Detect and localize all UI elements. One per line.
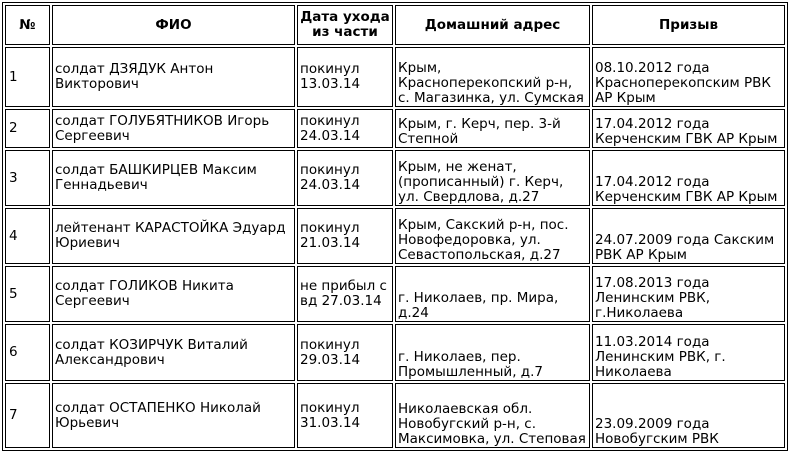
- cell-fio: солдат КОЗИРЧУК Виталий Александрович: [52, 324, 295, 381]
- cell-date: не прибыл с вд 27.03.14: [297, 266, 393, 322]
- table-row: [5, 109, 785, 148]
- header-draft: Призыв: [592, 5, 785, 45]
- cell-address: Николаевская обл. Новобугский р-н, с. Максимовка, ул. Степовая: [395, 383, 590, 448]
- cell-address: Крым, г. Керч, пер. 3-й Степной: [395, 109, 590, 148]
- cell-draft: 08.10.2012 года Красноперекопским РВК АР Крым: [592, 47, 785, 107]
- cell-num: 7: [5, 383, 50, 448]
- cell-draft: 17.04.2012 года Керченским ГВК АР Крым: [592, 150, 785, 206]
- header-num: №: [5, 5, 50, 45]
- cell-address: Крым, Красноперекопский р-н, с. Магазинка, ул. Сумская: [395, 47, 590, 107]
- cell-date: покинул 24.03.14: [297, 150, 393, 206]
- cell-address: Крым, не женат, (прописанный) г. Керч, ул. Свердлова, д.27: [395, 150, 590, 206]
- cell-address: Крым, Сакский р-н, пос. Новофедоровка, ул. Севастопольская, д.27: [395, 208, 590, 264]
- cell-draft: 23.09.2009 года Новобугским РВК: [592, 383, 785, 448]
- cell-draft: 24.07.2009 года Сакским РВК АР Крым: [592, 208, 785, 264]
- table-row: [5, 150, 785, 206]
- cell-fio: лейтенант КАРАСТОЙКА Эдуард Юриевич: [52, 208, 295, 264]
- header-fio: ФИО: [52, 5, 295, 45]
- cell-date: покинул 21.03.14: [297, 208, 393, 264]
- table-row: [5, 208, 785, 264]
- cell-num: 3: [5, 150, 50, 206]
- table-header-row: [5, 5, 785, 45]
- cell-date: покинул 13.03.14: [297, 47, 393, 107]
- cell-draft: 17.08.2013 года Ленинским РВК, г.Николаева: [592, 266, 785, 322]
- cell-fio: солдат БАШКИРЦЕВ Максим Геннадьевич: [52, 150, 295, 206]
- cell-num: 1: [5, 47, 50, 107]
- table-row: [5, 383, 785, 448]
- cell-fio: солдат ГОЛУБЯТНИКОВ Игорь Сергеевич: [52, 109, 295, 148]
- cell-date: покинул 29.03.14: [297, 324, 393, 381]
- cell-address: г. Николаев, пр. Мира, д.24: [395, 266, 590, 322]
- cell-num: 4: [5, 208, 50, 264]
- table-row: [5, 266, 785, 322]
- cell-draft: 11.03.2014 года Ленинским РВК, г. Николаева: [592, 324, 785, 381]
- cell-num: 6: [5, 324, 50, 381]
- cell-date: покинул 24.03.14: [297, 109, 393, 148]
- cell-fio: солдат ОСТАПЕНКО Николай Юрьевич: [52, 383, 295, 448]
- cell-num: 2: [5, 109, 50, 148]
- header-address: Домашний адрес: [395, 5, 590, 45]
- cell-date: покинул 31.03.14: [297, 383, 393, 448]
- header-date: Дата ухода из части: [297, 5, 393, 45]
- cell-draft: 17.04.2012 года Керченским ГВК АР Крым: [592, 109, 785, 148]
- cell-num: 5: [5, 266, 50, 322]
- personnel-table: [2, 2, 788, 451]
- cell-fio: солдат ДЗЯДУК Антон Викторович: [52, 47, 295, 107]
- cell-fio: солдат ГОЛИКОВ Никита Сергеевич: [52, 266, 295, 322]
- cell-address: г. Николаев, пер. Промышленный, д.7: [395, 324, 590, 381]
- table-row: [5, 47, 785, 107]
- table-row: [5, 324, 785, 381]
